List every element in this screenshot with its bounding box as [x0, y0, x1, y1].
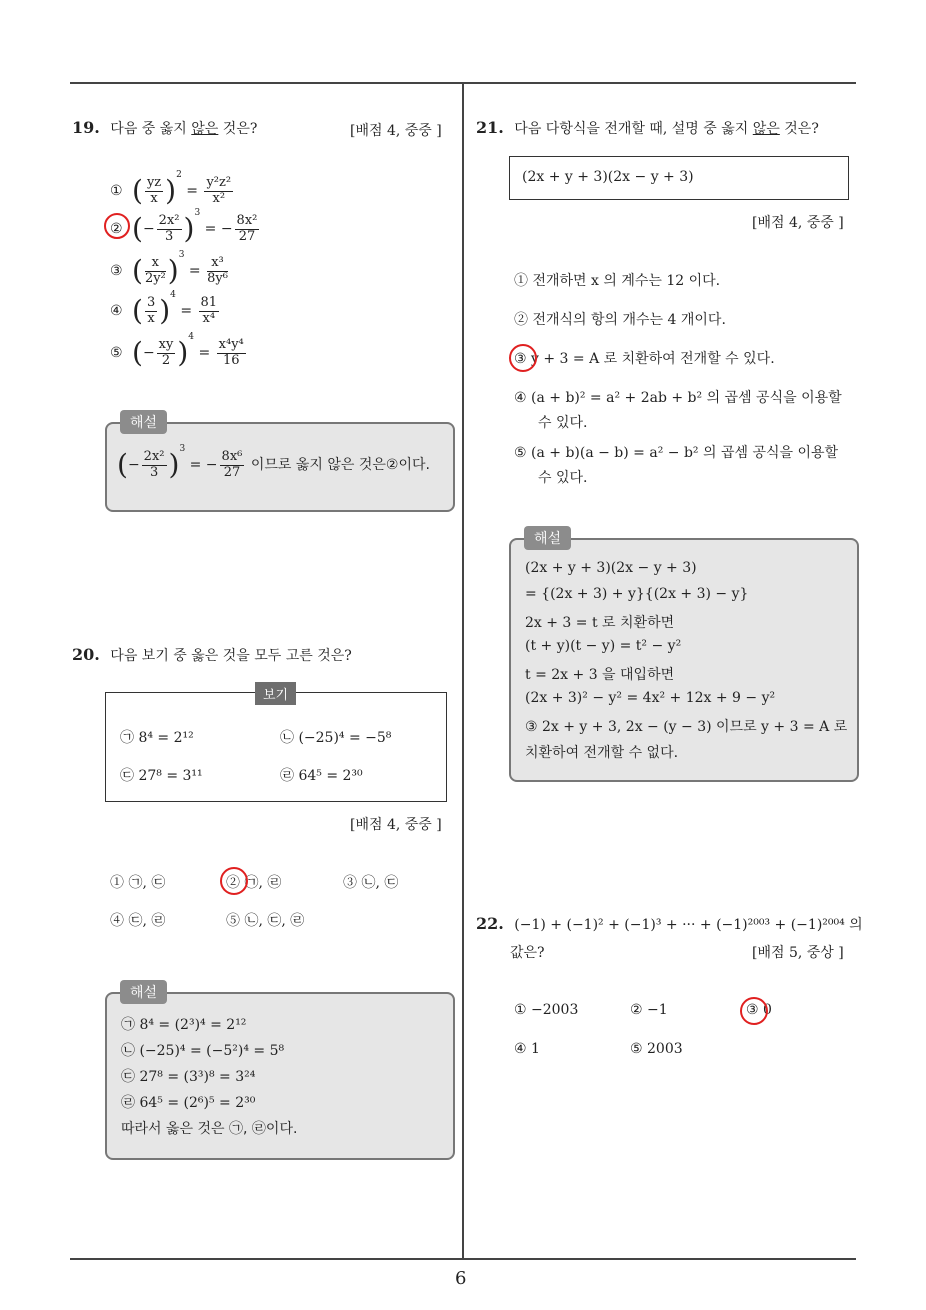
q19-header	[72, 118, 257, 138]
bottom-rule	[70, 1258, 856, 1260]
q19-choice-mark: ①	[110, 183, 123, 199]
q20-number: 20.	[72, 645, 100, 664]
q20-explanation-line: ㉢ 27⁸ = (3³)⁸ = 3²⁴	[121, 1069, 256, 1085]
q21-explanation-line: (t + y)(t − y) = t² − y²	[525, 638, 682, 654]
q20-bogi-item: ㉣ 64⁵ = 2³⁰	[280, 768, 363, 784]
q19-choice-lhs-fraction: $\frac{\text{2x²}}{3}$	[158, 212, 180, 244]
q19-answer-circle	[104, 213, 130, 239]
q19-text-underlined: 않은	[191, 121, 219, 137]
q22-header	[476, 914, 863, 934]
q19-choice-mark: ②	[110, 221, 123, 237]
q20-score: [배점 4, 중중 ]	[350, 817, 442, 833]
q21-explanation-line: (2x + 3)² − y² = 4x² + 12x + 9 − y²	[525, 690, 776, 706]
column-divider	[462, 84, 464, 1259]
q22-choice[interactable]: ① −2003	[514, 1002, 579, 1018]
q21-explanation-line: 치환하여 전개할 수 없다.	[525, 745, 679, 761]
q20-text: 다음 보기 중 옳은 것을 모두 고른 것은?	[110, 648, 352, 664]
q21-number: 21.	[476, 118, 504, 137]
q21-expression: (2x + y + 3)(2x − y + 3)	[522, 169, 694, 185]
q20-bogi-box	[105, 692, 447, 802]
q21-expression-box	[509, 156, 849, 200]
q19-choice[interactable]: ④ ( $\frac{3}{x}$ )$^4$ = $\frac{81}{\text{x⁴}}$	[110, 290, 218, 327]
q20-choice[interactable]: ④ ㉢, ㉣	[110, 913, 166, 929]
q22-choice[interactable]: ⑤ 2003	[630, 1041, 683, 1057]
q19-explanation-box	[105, 422, 455, 512]
q21-text-pre: 다음 다항식을 전개할 때, 설명 중 옳지	[514, 121, 753, 137]
q20-bogi-item: ㉠ 8⁴ = 2¹²	[120, 730, 194, 746]
q21-choice[interactable]: ① 전개하면 x 의 계수는 12 이다.	[514, 273, 721, 289]
q19-number: 19.	[72, 118, 100, 137]
q21-choice-continued: 수 있다.	[538, 470, 588, 486]
q19-text-pre: 다음 중 옳지	[110, 121, 192, 137]
q20-header	[72, 645, 352, 665]
q19-choice-rhs-fraction: $\frac{\text{x³}}{\text{8y⁶}}$	[207, 254, 228, 286]
q21-choice-continued: 수 있다.	[538, 415, 588, 431]
q20-explanation-line: ㉣ 64⁵ = (2⁶)⁵ = 2³⁰	[121, 1095, 256, 1111]
q22-answer-circle	[740, 997, 768, 1025]
q21-explanation-line: ③ 2x + y + 3, 2x − (y − 3) 이므로 y + 3 = A 로	[525, 719, 848, 735]
page-number: 6	[455, 1268, 467, 1289]
q19-score: [배점 4, 중중 ]	[350, 123, 442, 139]
q19-choice-rhs-fraction: $\frac{\text{8x²}}{27}$	[236, 212, 258, 244]
q19-choice-lhs-fraction: $\frac{yz}{x}$	[146, 174, 162, 206]
q21-choice[interactable]: ④ (a + b)² = a² + 2ab + b² 의 곱셈 공식을 이용할	[514, 390, 842, 406]
q21-choice[interactable]: ② 전개식의 항의 개수는 4 개이다.	[514, 312, 726, 328]
q22-choice[interactable]: ③ 0	[746, 1002, 772, 1018]
q19-choice-mark: ④	[110, 303, 123, 319]
q19-choice-lhs-fraction: $\frac{xy}{2}$	[158, 336, 174, 368]
q21-choice[interactable]: ③ y + 3 = A 로 치환하여 전개할 수 있다.	[514, 351, 775, 367]
q19-choice-lhs-fraction: $\frac{x}{\text{2y²}}$	[144, 254, 166, 286]
q19-text-post: 것은?	[218, 121, 258, 137]
q21-explanation-box	[509, 538, 859, 782]
q19-choice-rhs-fraction: $\frac{\text{x⁴y⁴}}{16}$	[218, 336, 244, 368]
q20-choice[interactable]: ② ㉠, ㉣	[226, 875, 282, 891]
q21-text-underlined: 않은	[752, 121, 780, 137]
q19-choice-lhs-fraction: $\frac{3}{x}$	[146, 294, 156, 326]
q19-choice[interactable]: ③ ( $\frac{x}{\text{2y²}}$ )$^3$ = $\frac{\text{x³}}{\text{8y⁶}}$	[110, 250, 228, 287]
q21-explanation-line: 2x + 3 = t 로 치환하면	[525, 615, 675, 631]
q20-explanation-line: ㉠ 8⁴ = (2³)⁴ = 2¹²	[121, 1017, 247, 1033]
q19-explain-lhs-fraction: $\frac{\text{2x²}}{3}$	[143, 448, 165, 480]
q20-bogi-item: ㉡ (−25)⁴ = −5⁸	[280, 730, 392, 746]
q20-explanation-box	[105, 992, 455, 1160]
q19-explanation-tag: 해설	[120, 410, 167, 434]
q19-choice[interactable]: ① ( $\frac{yz}{x}$ )$^2$ = $\frac{\text{y²z²}}{\text{x²}}$	[110, 170, 232, 207]
q22-choice[interactable]: ② −1	[630, 1002, 668, 1018]
q20-explanation-tag: 해설	[120, 980, 167, 1004]
q21-choice[interactable]: ⑤ (a + b)(a − b) = a² − b² 의 곱셈 공식을 이용할	[514, 445, 839, 461]
q21-explanation-line: t = 2x + 3 을 대입하면	[525, 667, 675, 683]
q20-explanation-line: ㉡ (−25)⁴ = (−5²)⁴ = 5⁸	[121, 1043, 285, 1059]
q21-header	[476, 118, 819, 138]
q21-explanation-tag: 해설	[524, 526, 571, 550]
q22-score: [배점 5, 중상 ]	[752, 945, 844, 961]
q22-number: 22.	[476, 914, 504, 933]
q20-explanation-line: 따라서 옳은 것은 ㉠, ㉣이다.	[121, 1121, 298, 1137]
q19-choice-rhs-fraction: $\frac{81}{\text{x⁴}}$	[200, 294, 218, 326]
q22-text-line2: 값은?	[510, 945, 545, 961]
q19-explanation-formula: (− $\frac{\text{2x²}}{3}$ )$^3$ = − $\frac{\text{8x⁶}}{27}$ 이므로 옳지 않은 것은②이다.	[117, 444, 430, 481]
q19-choice-mark: ③	[110, 263, 123, 279]
q21-score: [배점 4, 중중 ]	[752, 215, 844, 231]
q19-choice-mark: ⑤	[110, 345, 123, 361]
q20-choice[interactable]: ③ ㉡, ㉢	[343, 875, 399, 891]
q20-bogi-item: ㉢ 27⁸ = 3¹¹	[120, 768, 203, 784]
q22-text-line1: (−1) + (−1)² + (−1)³ + ··· + (−1)²⁰⁰³ + (−1)²⁰⁰⁴ 의	[514, 917, 863, 933]
q19-choice-rhs-fraction: $\frac{\text{y²z²}}{\text{x²}}$	[206, 174, 232, 206]
q20-bogi-tag: 보기	[255, 682, 296, 705]
q21-explanation-line: (2x + y + 3)(2x − y + 3)	[525, 560, 697, 576]
q19-choice[interactable]: ⑤ (− $\frac{xy}{2}$ )$^4$ = $\frac{\text{x⁴y⁴}}{16}$	[110, 332, 244, 369]
q22-choice[interactable]: ④ 1	[514, 1041, 540, 1057]
q20-choice[interactable]: ⑤ ㉡, ㉢, ㉣	[226, 913, 305, 929]
q19-explanation-text: 이므로 옳지 않은 것은②이다.	[250, 457, 430, 473]
q21-answer-circle	[509, 344, 537, 372]
q21-text-post: 것은?	[779, 121, 819, 137]
q20-choice[interactable]: ① ㉠, ㉢	[110, 875, 166, 891]
q21-explanation-line: = {(2x + 3) + y}{(2x + 3) − y}	[525, 586, 749, 602]
q19-explain-rhs-fraction: $\frac{\text{8x⁶}}{27}$	[221, 448, 243, 480]
q20-answer-circle	[220, 867, 248, 895]
q19-choice[interactable]: ② (− $\frac{\text{2x²}}{3}$ )$^3$ = − $\frac{\text{8x²}}{27}$	[110, 208, 258, 245]
